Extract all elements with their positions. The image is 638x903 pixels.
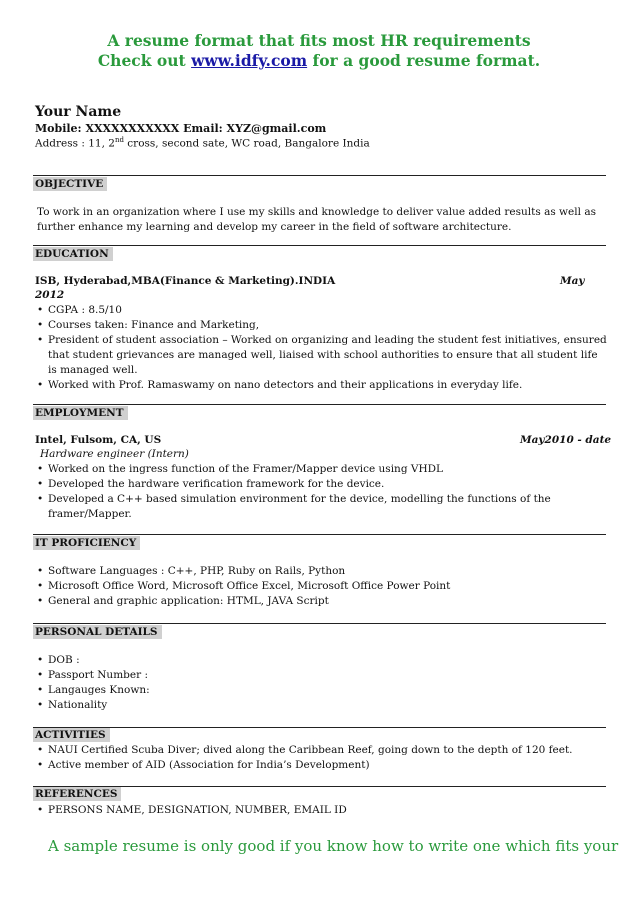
address-post: cross, second sate, WC road, Bangalore India bbox=[123, 137, 370, 150]
list-item: • Passport Number : bbox=[36, 668, 608, 683]
list-item: • General and graphic application: HTML, JAVA Script bbox=[36, 594, 608, 609]
references-list bbox=[36, 803, 608, 818]
section-divider bbox=[33, 404, 606, 405]
objective-heading: OBJECTIVE bbox=[33, 177, 107, 191]
employment-role: Hardware engineer (Intern) bbox=[40, 448, 189, 460]
employment-org: Intel, Fulsom, CA, US bbox=[35, 434, 162, 446]
footer-tagline: A sample resume is only good if you know how to write one which fits your bbox=[48, 837, 619, 855]
banner-line-2 bbox=[0, 51, 638, 71]
section-divider bbox=[33, 245, 606, 246]
objective-text: To work in an organization where I use my skills and knowledge to deliver value added results as well as further enhance my learning and develop my career in the field of software architecture. bbox=[37, 206, 596, 233]
list-item: • President of student association – Worked on organizing and leading the student fest initiatives, ensured that student grievances are managed well, liaised with school authorities to ensure that all student life is managed well. bbox=[36, 333, 608, 378]
employment-date: May2010 - date bbox=[520, 434, 612, 446]
list-item: • PERSONS NAME, DESIGNATION, NUMBER, EMAIL ID bbox=[36, 803, 608, 818]
list-item: • Worked with Prof. Ramaswamy on nano detectors and their applications in everyday life. bbox=[36, 378, 608, 393]
activities-list bbox=[36, 743, 608, 773]
address-sup: nd bbox=[114, 136, 124, 144]
references-heading: REFERENCES bbox=[33, 787, 121, 801]
it-list bbox=[36, 564, 608, 609]
activities-heading: ACTIVITIES bbox=[33, 728, 110, 742]
section-divider bbox=[33, 534, 606, 535]
banner-line-2-post: for a good resume format. bbox=[307, 51, 541, 70]
list-item: • NAUI Certified Scuba Diver; dived along the Caribbean Reef, going down to the depth of 120 feet. bbox=[36, 743, 608, 758]
list-item: • Microsoft Office Word, Microsoft Office Excel, Microsoft Office Power Point bbox=[36, 579, 608, 594]
idfy-link[interactable]: www.idfy.com bbox=[191, 51, 308, 70]
list-item: • DOB : bbox=[36, 653, 608, 668]
address-line bbox=[35, 136, 370, 150]
list-item: • Software Languages : C++, PHP, Ruby on Rails, Python bbox=[36, 564, 608, 579]
list-item: • Courses taken: Finance and Marketing, bbox=[36, 318, 608, 333]
list-item: • Developed a C++ based simulation environment for the device, modelling the functions of the framer/Mapper. bbox=[36, 492, 608, 522]
section-divider bbox=[33, 623, 606, 624]
banner-line-1: A resume format that fits most HR requirements bbox=[107, 31, 531, 50]
it-heading: IT PROFICIENCY bbox=[33, 536, 140, 550]
section-divider bbox=[33, 727, 606, 728]
contact-line: Mobile: XXXXXXXXXXX Email: XYZ@gmail.com bbox=[35, 122, 327, 135]
list-item: • Developed the hardware verification framework for the device. bbox=[36, 477, 608, 492]
list-item: • Worked on the ingress function of the Framer/Mapper device using VHDL bbox=[36, 462, 608, 477]
list-item: • Langauges Known: bbox=[36, 683, 608, 698]
list-item: • Active member of AID (Association for India’s Development) bbox=[36, 758, 608, 773]
employment-heading: EMPLOYMENT bbox=[33, 406, 128, 420]
list-item: • CGPA : 8.5/10 bbox=[36, 303, 608, 318]
personal-heading: PERSONAL DETAILS bbox=[33, 625, 162, 639]
education-date-month: May bbox=[560, 275, 585, 287]
candidate-name: Your Name bbox=[35, 104, 122, 120]
education-org: ISB, Hyderabad,MBA(Finance & Marketing).INDIA bbox=[35, 275, 336, 287]
list-item: • Nationality bbox=[36, 698, 608, 713]
education-heading: EDUCATION bbox=[33, 247, 113, 261]
banner-line-2-pre: Check out bbox=[97, 51, 192, 70]
education-date-year: 2012 bbox=[35, 289, 65, 301]
promo-banner bbox=[0, 0, 638, 71]
education-list bbox=[36, 303, 608, 393]
personal-list bbox=[36, 653, 608, 713]
employment-list bbox=[36, 462, 608, 522]
section-divider bbox=[33, 175, 606, 176]
address-pre: Address : 11, 2 bbox=[35, 137, 115, 150]
